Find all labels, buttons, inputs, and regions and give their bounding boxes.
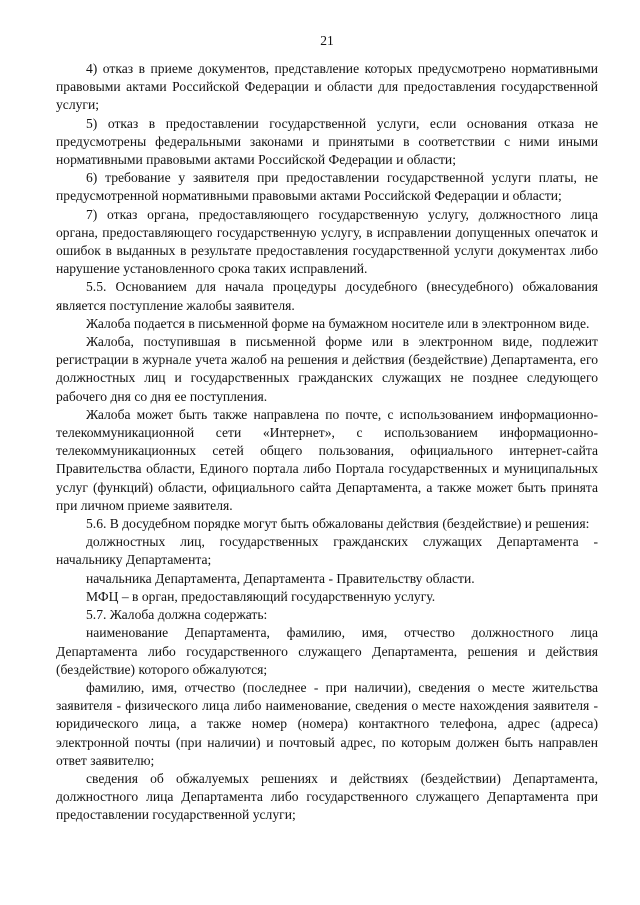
paragraph-officials-appeal: должностных лиц, государственных гражданских служащих Департамента - начальнику Департамента; <box>56 534 598 568</box>
paragraph-complaint-form: Жалоба подается в письменной форме на бумажном носителе или в электронном виде. <box>86 315 590 331</box>
paragraph-appealed-decisions: сведения об обжалуемых решениях и действиях (бездействии) Департамента, должностного лица Департамента либо государственного служащего Департамента при предоставлении государственной услуги; <box>56 770 598 823</box>
page-number: 21 <box>320 33 334 48</box>
paragraph-head-appeal: начальника Департамента, Департамента - Правительству области. <box>86 570 475 586</box>
paragraph-refusal-service: 5) отказ в предоставлении государственной услуги, если основания отказа не предусмотрены федеральными законами и принятыми в соответствии с ними иными нормативными правовыми актами Российской Федерации и области; <box>56 115 598 168</box>
paragraph-complaint-registration: Жалоба, поступившая в письменной форме или в электронном виде, подлежит регистрации в журнале учета жалоб на решения и действия (бездействие) Департамента, его должностных лиц и государственных гражданских служащих не позднее следующего рабочего дня со дня ее поступления. <box>56 334 598 404</box>
paragraph-complaint-channels: Жалоба может быть также направлена по почте, с использованием информационно-телекоммуникационной сети «Интернет», с использованием информационно-телекоммуникационных сетей общего пользования, официального интернет-сайта Правительства области, Единого портала либо Портала государственных и муниципальных услуг (функций) области, официального сайта Департамента, а также может быть принята при личном приеме заявителя. <box>56 406 598 513</box>
paragraph-fee-requirement: 6) требование у заявителя при предоставлении государственной услуги платы, не предусмотренной нормативными правовыми актами Российской Федерации и области; <box>56 170 598 204</box>
paragraph-refusal-documents: 4) отказ в приеме документов, представление которых предусмотрено нормативными правовыми актами Российской Федерации и области для предоставления государственной услуги; <box>56 61 598 113</box>
paragraph-refusal-corrections: 7) отказ органа, предоставляющего государственную услугу, должностного лица органа, предоставляющего государственную услугу, в исправлении допущенных опечаток и ошибок в выданных в результате предоставления государственной услуги документах либо нарушение установленного срока таких исправлений. <box>56 206 598 277</box>
paragraph-5-7-contents: 5.7. Жалоба должна содержать: <box>86 607 268 623</box>
paragraph-applicant-details: фамилию, имя, отчество (последнее - при наличии), сведения о месте жительства заявителя - физического лица либо наименование, сведения о месте нахождения заявителя - юридического лица, а также номер (номера) контактного телефона, адрес (адреса) электронной почты (при наличии) и почтовый адрес, по которым должен быть направлен ответ заявителю; <box>56 679 598 768</box>
paragraph-department-name: наименование Департамента, фамилию, имя, отчество должностного лица Департамента либо государственного служащего Департамента, решения и действия (бездействие) которого обжалуются; <box>56 625 598 677</box>
paragraph-mfc-appeal: МФЦ – в орган, предоставляющий государственную услугу. <box>86 588 436 604</box>
paragraph-5-5-grounds: 5.5. Основанием для начала процедуры досудебного (внесудебного) обжалования является поступление жалобы заявителя. <box>56 279 598 313</box>
paragraph-5-6-appeal: 5.6. В досудебном порядке могут быть обжалованы действия (бездействие) и решения: <box>86 516 590 532</box>
